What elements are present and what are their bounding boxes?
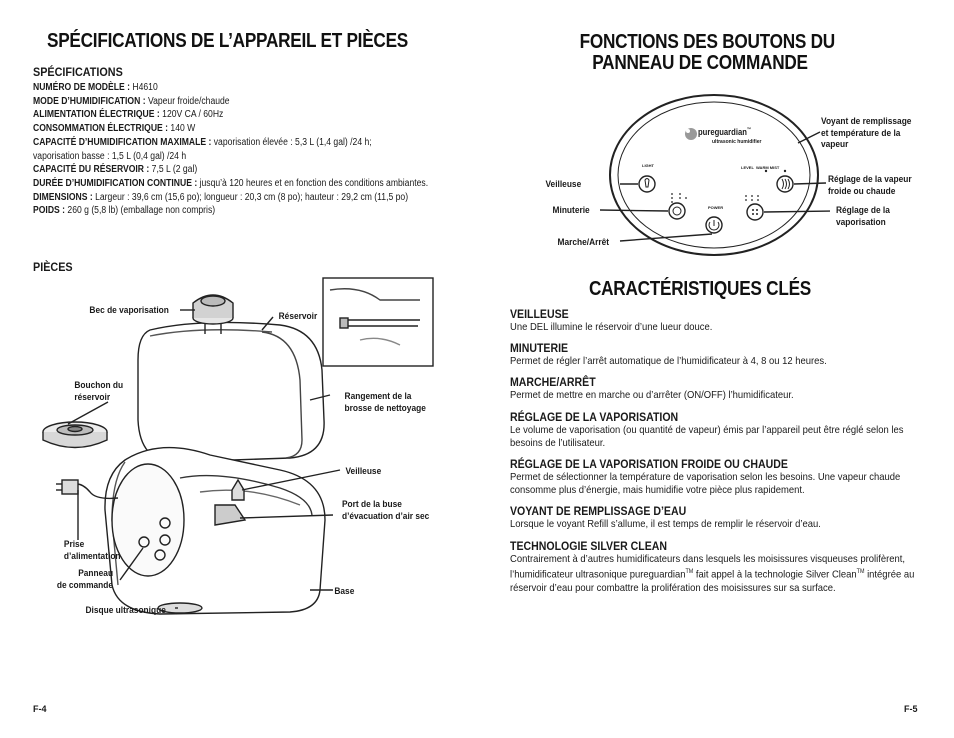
left-page-title: SPÉCIFICATIONS DE L’APPAREIL ET PIÈCES xyxy=(47,30,409,52)
panel-brand-logo: pureguardian™ xyxy=(698,127,752,137)
key-features-title: CARACTÉRISTIQUES CLÉS xyxy=(588,278,812,300)
spec-value: Largeur : 39,6 cm (15,6 po); longueur : 20,3 cm (8 po); hauteur : 29,2 cm (11,5 po) xyxy=(92,191,409,203)
right-page-number: F-5 xyxy=(904,704,918,714)
label-bouchon-du-reservoir: Bouchon du réservoir xyxy=(74,380,124,403)
feature-text: Une DEL illumine le réservoir d’une lueur douce. xyxy=(510,321,713,333)
feature-heading: MARCHE/ARRÊT xyxy=(510,375,596,390)
spec-line xyxy=(33,108,428,122)
spec-line xyxy=(33,204,428,218)
spec-label: DIMENSIONS : xyxy=(33,191,93,203)
spec-value: vaporisation élevée : 5,3 L (1,4 gal) /24 h; xyxy=(211,136,372,148)
spec-value: 120V CA / 60Hz xyxy=(159,109,224,121)
spec-line xyxy=(33,95,428,109)
panel-level-text: LEVEL xyxy=(741,165,754,170)
panel-subtitle: ultrasonic humidifier xyxy=(712,139,762,145)
panel-label-reglage-vapeur: Réglage de la vapeur froide ou chaude xyxy=(828,174,912,197)
specs-heading: SPÉCIFICATIONS xyxy=(33,65,123,79)
spec-label: NUMÉRO DE MODÈLE : xyxy=(33,82,130,93)
right-page-title-line1: FONCTIONS DES BOUTONS DU xyxy=(579,31,835,53)
spec-label: DURÉE D’HUMIDIFICATION CONTINUE : xyxy=(33,177,198,189)
panel-label-voyant: Voyant de remplissage et température de la vapeur xyxy=(821,116,912,150)
spec-line xyxy=(33,122,428,136)
control-panel-diagram xyxy=(600,90,830,260)
label-veilleuse: Veilleuse xyxy=(345,466,382,477)
spec-line xyxy=(33,191,428,205)
spec-value: vaporisation basse : 1,5 L (0,4 gal) /24 h xyxy=(33,150,187,162)
label-rangement-brosse: Rangement de la brosse de nettoyage xyxy=(344,391,426,414)
spec-line xyxy=(33,163,428,177)
spec-line xyxy=(33,81,428,95)
spec-label: ALIMENTATION ÉLECTRIQUE : xyxy=(33,109,160,121)
specs-list xyxy=(33,81,492,218)
label-panneau-de-commande: Panneau de commande xyxy=(56,568,114,591)
feature-text: Permet de régler l’arrêt automatique de l’humidificateur à 4, 8 ou 12 heures. xyxy=(510,355,827,368)
left-page-number: F-4 xyxy=(33,704,47,714)
label-port-buse: Port de la buse d’évacuation d’air sec xyxy=(341,499,430,522)
label-disque-ultrasonique: Disque ultrasonique xyxy=(85,605,166,616)
right-page-title-line2: PANNEAU DE COMMANDE xyxy=(592,52,808,74)
label-bec-de-vaporisation: Bec de vaporisation xyxy=(89,305,169,316)
parts-heading: PIÈCES xyxy=(33,260,73,274)
feature-text: Permet de sélectionner la température de vaporisation selon les besoins. Une vapeur chaude consomme plus d’énergie, mais humidifie votre pièce plus rapidement. xyxy=(510,471,901,497)
feature-text: Permet de mettre en marche ou d’arrêter (ON/OFF) l’humidificateur. xyxy=(510,389,794,402)
feature-text: Le volume de vaporisation (ou quantité de vapeur) émis par l’appareil peut être réglé selon les besoins de l’utilisateur. xyxy=(510,423,904,449)
panel-power-text: POWER xyxy=(708,205,724,210)
feature-heading: VOYANT DE REMPLISSAGE D’EAU xyxy=(510,504,687,519)
spec-value: Vapeur froide/chaude xyxy=(145,95,230,107)
spec-label: MODE D’HUMIDIFICATION : xyxy=(33,95,146,107)
features-list xyxy=(510,307,918,595)
spec-value: H4610 xyxy=(129,82,158,93)
feature-heading: VEILLEUSE xyxy=(510,307,569,321)
panel-label-marche-arret: Marche/Arrêt xyxy=(557,237,610,248)
spec-label: CONSOMMATION ÉLECTRIQUE : xyxy=(33,123,169,135)
label-reservoir: Réservoir xyxy=(278,311,318,322)
panel-label-reglage-vaporisation: Réglage de la vaporisation xyxy=(836,205,890,228)
spec-value: 7,5 L (2 gal) xyxy=(149,164,198,176)
spec-line xyxy=(33,177,428,191)
spec-label: CAPACITÉ D’HUMIDIFICATION MAXIMALE : xyxy=(33,136,212,148)
spec-line xyxy=(33,136,428,150)
panel-label-minuterie: Minuterie xyxy=(552,205,590,216)
panel-label-veilleuse: Veilleuse xyxy=(545,179,582,190)
label-base: Base xyxy=(334,586,355,597)
feature-text: Lorsque le voyant Refill s’allume, il est temps de remplir le réservoir d’eau. xyxy=(510,518,821,531)
spec-value: jusqu’à 120 heures et en fonction des conditions ambiantes. xyxy=(197,177,429,189)
panel-warm-mist-text: WARM MIST xyxy=(756,165,780,170)
spec-label: POIDS : xyxy=(33,205,66,217)
feature-text: Contrairement à d’autres humidificateurs dans lesquels les moisissures visqueuses prolifèrent, l’humidificateur ultrasonique pureguardian™ fait appel à la technologie Silver Clean™ intégrée au réservoir d’eau pour combattre la prolifération des moisissures sur sa surface. xyxy=(510,552,915,594)
feature-heading: MINUTERIE xyxy=(510,341,569,356)
label-prise-alimentation: Prise d’alimentation xyxy=(63,539,121,562)
spec-value: 140 W xyxy=(168,123,196,135)
spec-line xyxy=(33,150,428,164)
feature-heading: TECHNOLOGIE SILVER CLEAN xyxy=(510,538,668,553)
feature-heading: RÉGLAGE DE LA VAPORISATION xyxy=(510,409,679,424)
spec-label: CAPACITÉ DU RÉSERVOIR : xyxy=(33,164,150,176)
panel-light-text: LIGHT xyxy=(642,163,654,168)
spec-value: 260 g (5,8 lb) (emballage non compris) xyxy=(65,205,216,217)
feature-heading: RÉGLAGE DE LA VAPORISATION FROIDE OU CHAUDE xyxy=(510,457,788,472)
